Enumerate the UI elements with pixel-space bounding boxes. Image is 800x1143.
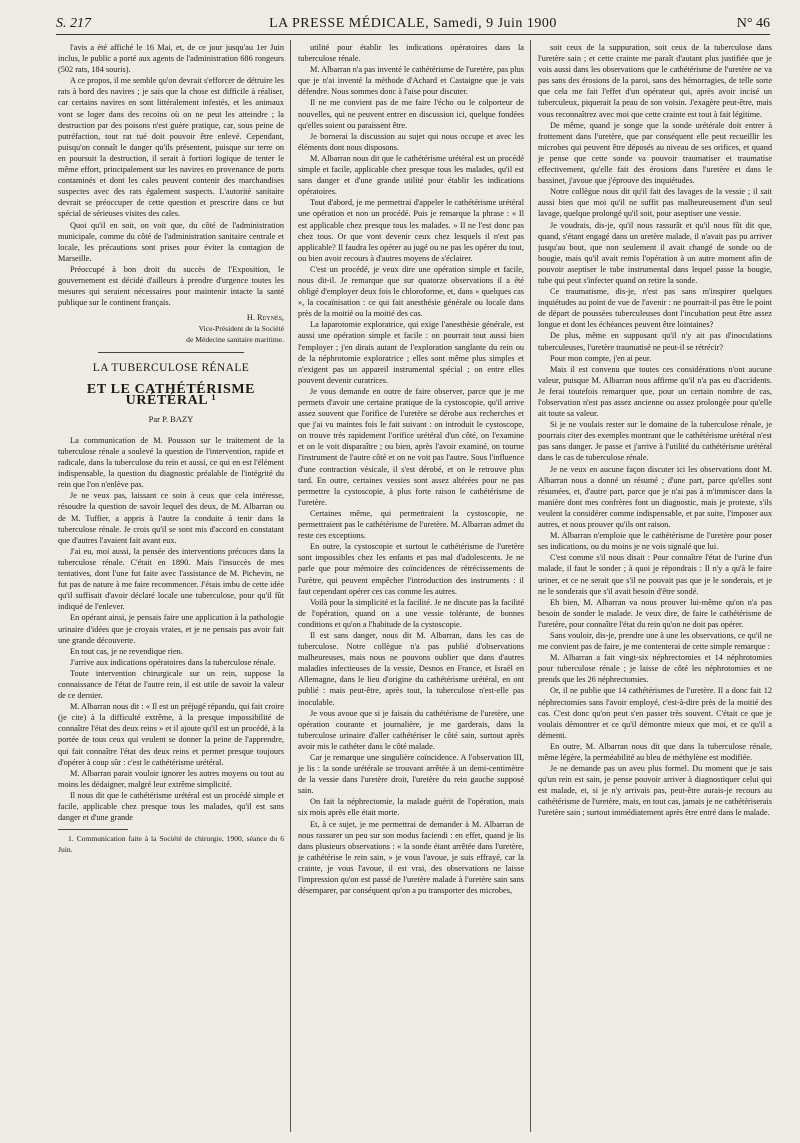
paragraph: A ce propos, il me semble qu'on devrait s'efforcer de détruire les rats à bord des navires ; je sais que la chose est difficile à réaliser, car certains navires en sont littéralement infestés, et les animaux vont se loger dans des recoins où on ne peut les atteindre ; la destruction par des poisons n'est guère pratique, car, sous peine de putréfaction, tout rat tué doit pouvoir être enlevé. Cependant, puisqu'on connaît le danger qu'ils présentent, puisque sur terre on en poursuit la destruction, il serait à fortiori logique de tenter le même effort, principalement sur les navires en provenance de ports contaminés et dont les cales peuvent contenir des marchandises suspectes avec des rats également suspects. L'autorité sanitaire devrait se préoccuper de cette question et prescrire dans ce but spécial de sérieuses visites des cales. [58,76,284,219]
paragraph: soit ceux de la suppuration, soit ceux de la tuberculose dans l'uretère sain ; et cette crainte me paraît d'autant plus justifiée que je vois aussi dans les observations que le cathétérisme de l'uretère ne va pas sans des érosions de la paroi, sans des hémorragies, de telle sorte que cela me fait l'effet d'un opérateur qui, après avoir incisé un tuberculeux, piquerait la peau de son voisin. J'exagère peut-être, mais vous reconnaîtrez avec moi que cette crainte est tout à fait légitime. [538,43,772,119]
signature: H. Reynès, [246,313,284,323]
paragraph: l'avis a été affiché le 16 Mai, et, de ce jour jusqu'au 1er Juin inclus, le public a porté aux agents de l'administration 686 rongeurs (502 rats, 184 souris). [58,43,284,75]
paragraph: C'est un procédé, je veux dire une opération simple et facile, nous dit-il. Je remarque que sur quatorze observations il a été obligé d'employer deux fois le chloroforme, et, dans « quelques cas », la cocaïnisation : ce qui fait anesthésie générale ou locale dans près de la moitié ou la moitié des cas. [298,264,524,319]
paragraph: Si je ne voulais rester sur le domaine de la tuberculose rénale, je pourrais citer des exemples montrant que le cathétérisme urétéral n'est pas sans danger. Je passe et j'arrive à l'utilité du cathétérisme urétéral dans le cas de tuberculose rénale. [538,420,772,463]
paragraph: La communication de M. Pousson sur le traitement de la tuberculose rénale a soulevé la question de l'intervention, rapide et radicale, dans la tuberculose du rein et aussi, ce qui en est l'élément indispensable, la question du diagnostic préalable de l'intégrité du rein que l'on n'enlève pas. [58,435,284,490]
footnote: 1. Communication faite à la Société de chirurgie, 1900, séance du 6 Juin. [58,834,284,855]
paragraph: Il est sans danger, nous dit M. Albarran, dans les cas de tuberculose. Notre collègue n'a pas publié d'observations malheureuses, mais nous ne pouvons oublier que dans d'autres maladies infectieuses de la vessie, Desnos en France, et Israël en Allemagne, dans le lieu d'origine du cathétérisme urétéral, en ont publié : mais peut-être, après tout, la tuberculose n'est-elle pas inoculable. [298,630,524,707]
footnote-rule [58,829,128,830]
paragraph: On fait la néphrectomie, la malade guérit de l'opération, mais six mois après elle était morte. [298,797,524,818]
paragraph: utilité pour établir les indications opératoires dans la tuberculose rénale. [298,43,524,64]
paragraph: Sans vouloir, dis-je, prendre une à une les observations, ce qu'il ne me convient pas de faire, je me contenterai de cette simple remarque : [538,630,772,652]
paragraph: Il nous dit que le cathétérisme urétéral est un procédé simple et facile, applicable chez presque tous les malades, qu'il est sans danger et d'une grande [58,790,284,823]
column-middle [298,42,524,1132]
column-divider [530,40,531,1132]
column-divider [290,40,291,1132]
paragraph: Voilà pour la simplicité et la facilité. Je ne discute pas la facilité de l'opération, quand on a une vessie tolérante, de bonnes conditions et qu'on a l'habitude de la cystoscopie. [298,597,524,629]
paragraph: En outre, la cystoscopie et surtout le cathétérisme de l'uretère sont impossibles chez les enfants et pas mal d'adolescents. Je ne parle que pour mémoire des coïncidences de rétrécissements de l'urètre, qui peuvent empêcher l'introduction des instruments : il faut cependant opérer ces cas comme les autres. [298,542,524,596]
paragraph: M. Albarran nous dit : « Il est un préjugé répandu, qui fait croire (je cite) à la difficulté extrême, à la presque impossibilité de connaître l'état des deux reins » et il ajoute qu'il est un procédé, à la portée de tous ceux qui veulent se donner la peine de l'apprendre, qui fait connaître l'état des deux reins et permet presque toujours d'opérer à coup sûr : c'est le cathétérisme urétéral. [58,702,284,767]
article-title: LA TUBERCULOSE RÉNALE [92,361,250,374]
issue-number: N° 46 [736,16,770,31]
paragraph: Je ne veux pas, laissant ce soin à ceux que cela intéresse, résoudre la question de savoir lequel des deux, de M. Albarran ou de M. Tuffier, a appris à l'autre la conduite à tenir dans la tuberculose rénale. Je crois qu'il se sont mis d'accord en constatant que d'autres l'avaient fait avant eux. [58,491,284,545]
paragraph: Je ne veux en aucune façon discuter ici les observations dont M. Albarran nous a donné un résumé ; d'une part, parce qu'elles sont résumées, et, d'autre part, parce que je n'ai pas à m'immiscer dans la manière dont mes confrères font un diagnostic, mais je proteste, s'ils veulent la considérer comme indispensable, et par suite, l'imposer aux autres, et nous prouver qu'ils ont raison. [538,464,772,530]
paragraph: Toute intervention chirurgicale sur un rein, suppose la connaissance de l'état de l'autre rein, il est utile de savoir la valeur de ce dernier. [58,668,284,701]
paragraph: C'est comme s'il nous disait : Pour connaître l'état de l'urine d'un malade, il faut le sonder ; à quoi je répondrais : Il n'y a qu'à le faire uriner, et ce ne serait que s'il ne pouvait pas que je le sonderais, et je ne le sonderais que s'il avait besoin d'être sondé. [538,553,772,596]
paragraph: Tout d'abord, je me permettrai d'appeler le cathétérisme urétéral une opération et non un procédé. Puis je remarque la phrase : « Il est applicable chez presque tous les malades. » Il ne l'est donc pas chez tous. Or que vont devenir ceux chez lesquels il n'est pas applicable? Il faudra les opérer au jugé ou ne pas les opérer du tout, ou bien avoir recours à d'autres moyens de s'éclairer. [298,198,524,263]
paragraph: Je vous demande en outre de faire observer, parce que je me permets d'avoir une certaine pratique de la cystoscopie, qu'il arrive assez souvent que l'orifice de l'uretère se dérobe aux recherches et que j'ai vu maintes fois le fait suivant : on introduit le cystoscope, on trouve très rapidement l'orifice urétéral d'un côté, on l'examine et on le voit disparaître ; ou bien, après l'avoir examiné, on tourne l'instrument de l'autre côté et on ne voit pas l'autre. Sous l'influence d'une contraction vésicale, il s'est dérobé, et on le retrouve plus tard. En outre, certaines vessies sont assez altérées pour ne pas permettre la cystoscopie, à plus forte raison le cathétérisme de l'uretère. [298,386,524,507]
paragraph: En tout cas, je ne revendique rien. [70,646,183,656]
paragraph: De même, quand je songe que la sonde urétérale doit entrer à frottement dans l'uretère, que par conséquent elle peut recueillir les microbes qui peuvent être déposés au niveau de ses orifices, et quand je pense que cette sonde va pouvoir traumatiser et traumatise effectivement, qu'elle fait des érosions dans l'uretère et dans le bassinet, j'avoue que j'éprouve des inquiétudes. [538,120,772,186]
paragraph: Je bornerai la discussion au sujet qui nous occupe et avec les éléments dont nous disposons. [298,131,524,152]
page-number: S. 217 [56,16,91,31]
signature-role: Vice-Président de la Société [198,324,284,334]
paragraph: En opérant ainsi, je pensais faire une application à la pathologie urinaire d'idées que je croyais vraies, et je ne pensais pas avoir fait une grande découverte. [58,613,284,645]
paragraph: Je voudrais, dis-je, qu'il nous rassurât et qu'il nous fût dit que, quand, s'étant engagé dans un uretère malade, il n'avait pas pu arriver jusqu'au bout, que non seulement il avait changé de sonde ou de bougie, mais qu'il avait remis l'opération à un autre moment afin de pouvoir aseptiser le tube instrumental dans lequel passe la bougie, tube qui peut s'infecter quand on retire la sonde. [538,220,772,285]
signature-role: de Médecine sanitaire maritime. [186,335,284,345]
paragraph: Car je remarque une singulière coïncidence. A l'observation III, je lis : la sonde urétérale se trouvant arrêtée à un demi-centimètre de la vessie dans l'uretère droit, l'uretère du rein gauche supposé sain. [298,753,524,796]
column-right [538,42,772,1132]
paragraph: Je ne demande pas un aveu plus formel. Du moment que je sais qu'un rein est sain, je pense pouvoir arriver à diagnostiquer celui qui est malade, et, si je n'y arrivais pas, peut-être aurais-je recours au cathétérisme de l'uretère, mais, en tout cas, jamais je ne cathétériserais l'uretère sain ; surtout immédiatement après être entré dans le malade. [538,764,772,818]
paragraph: Mais il est convenu que toutes ces considérations n'ont aucune valeur, puisque M. Albarran nous affirme qu'il n'a pas eu d'accidents. Je ferai toutefois remarquer que, pour un certain nombre de cas, l'observation n'est pas assez ancienne ou assez prolongée pour qu'elle ait toute sa valeur. [538,364,772,419]
paragraph: Or, il ne publie que 14 cathétérismes de l'uretère. Il a donc fait 12 néphrectomies sans l'avoir employé, c'est-à-dire près de la moitié des cas. C'est donc qu'on peut s'en passer très souvent. C'était ce que je voulais démontrer et ce qu'il démontre mieux que moi, et ce qu'il a démenti. [538,686,772,740]
journal-title: LA PRESSE MÉDICALE, Samedi, 9 Juin 1900 [269,16,557,31]
paragraph: Il ne me convient pas de me faire l'écho ou le colporteur de nouvelles, qui ne peuvent entrer en discussion ici, quelque fondées qu'elles soient ou paraissent être. [298,98,524,130]
paragraph: Préoccupé à bon droit du succès de l'Exposition, le gouvernement est décidé d'ailleurs à prendre d'urgence toutes les mesures qui seraient nécessaires pour maintenir intacte la santé publique sur le continent français. [58,264,284,308]
paragraph: La laparotomie exploratrice, qui exige l'anesthésie générale, est aussi une opération simple et facile : on pourrait tout aussi bien l'employer ; j'en dirais autant de l'exploration sanglante du rein ou de la néphrotomie exploratrice ; elles sont même plus simples et n'exigent pas un appareil instrumental spécial ; on entre elles pouvent devenir curatrices. [298,320,524,385]
paragraph: Je vous avoue que si je faisais du cathétérisme de l'uretère, une opération courante et journalière, je me garderais, dans la tuberculose urinaire d'aller cathétériser le côté sain, surtout après avoir mis le cathéter dans le côté malade. [298,708,524,751]
article-subtitle: ET LE CATHÉTÉRISME URÉTÉRAL ¹ [86,381,256,408]
paragraph: Et, à ce sujet, je me permettrai de demander à M. Albarran de nous rassurer un peu sur son modus faciendi : en effet, quand je lis dans plusieurs observations : « la sonde étant arrêtée dans l'uretère, je cathétérise le rein sain, » je vous l'avoue, je suis effrayé, car la crainte, je vous l'avoue, il est vrai, des observations ne laisse l'impression qu'on est passé de l'uretère malade à l'uretère sain sans désemparer, par conséquent qu'on a pu transporter des microbes, [298,819,524,896]
paragraph: Certaines même, qui permettraient la cystoscopie, ne permettraient pas le cathétérisme de l'uretère. M. Albarran admet du reste ces exceptions. [298,508,524,541]
paragraph: De plus, même en supposant qu'il n'y ait pas d'inoculations tuberculeuses, l'uretère traumatisé ne peut-il se rétrécir? [538,331,772,352]
byline: Par P. BAZY [148,413,194,424]
paragraph: Ce traumatisme, dis-je, n'est pas sans m'inspirer quelques inquiétudes au point de vue de l'avenir : ne pourrait-il pas être le point de départ de poussées tuberculeuses dont l'incubation peut être assez longue et dont les échéances peuvent être lointaines? [538,287,772,330]
paragraph: Pour mon compte, j'en ai peur. [550,353,652,363]
paragraph: En outre, M. Albarran nous dit que dans la tuberculose rénale, même légère, la perméabilité au bleu de méthylène est modifiée. [538,741,772,762]
paragraph: M. Albarran n'a pas inventé le cathétérisme de l'uretère, pas plus que je n'ai inventé la méthode d'Achard et Castaigne que je vais défendre. Nous sommes donc à l'aise pour discuter. [298,65,524,97]
header-rule [56,34,770,35]
paragraph: Eh bien, M. Albarran va nous prouver lui-même qu'on n'a pas besoin de sonder le malade. Je veux dire, de faire le cathétérisme de l'uretère, pour connaître l'état du rein qu'on ne doit pas opérer. [538,597,772,629]
page-header [56,8,770,31]
paragraph: J'ai eu, moi aussi, la pensée des interventions précoces dans la tuberculose rénale. C'était en 1890. Mais l'insuccès de mes tentatives, dont l'une fut faite avec l'assistance de M. Pichevin, ne fut pas de nature à me faire recommencer. J'étais imbu de cette idée qu'il suffisait d'avoir déclaré locale une tuberculose, pour qu'il fût indiqué de l'enlever. [58,546,284,612]
paragraph: Quoi qu'il en soit, on voit que, du côté de l'administration municipale, comme du côté de l'administration sanitaire centrale et locale, les précautions sont prises pour éviter la contagion de Marseille. [58,220,284,263]
paragraph: J'arrive aux indications opératoires dans la tuberculose rénale. [70,657,276,667]
section-divider [98,352,244,353]
paragraph: M. Albarran a fait vingt-six néphrectomies et 14 néphrotomies pour tuberculose rénale ; je laisse de côté les néphrotomies et ne prends que les 26 néphrectomies. [538,653,772,685]
column-left [58,42,284,1132]
paragraph: Notre collègue nous dit qu'il fait des lavages de la vessie ; il sait aussi bien que moi qu'il ne suffit pas malheureusement d'un seul lavage, quelque prolongé qu'il soit, pour aseptiser une vessie. [538,187,772,219]
paragraph: M. Albarran nous dit que le cathétérisme urétéral est un procédé simple et facile, applicable chez presque tous les malades, qu'il est sans danger et d'une grande utilité pour établir les indications opératoires. [298,153,524,197]
paragraph: M. Albarran n'emploie que le cathétérisme de l'uretère pour poser ses indications, ou du moins je ne vois signalé que lui. [538,531,772,552]
paragraph: M. Albarran parait vouloir ignorer les autres moyens ou tout au moins les dédaigner, malgré leur extrême simplicité. [58,768,284,789]
